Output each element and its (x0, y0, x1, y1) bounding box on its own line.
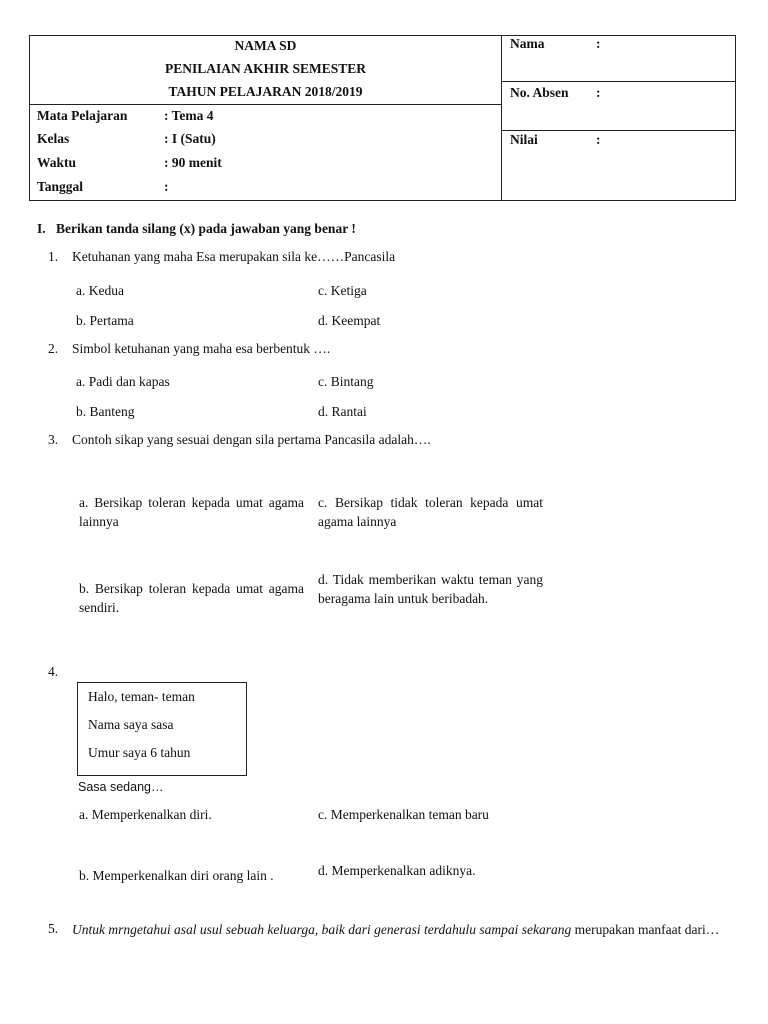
question-text: Ketuhanan yang maha Esa merupakan sila ke……Pancasila (72, 249, 396, 264)
info-label-date: Tanggal (37, 179, 84, 194)
option-b[interactable]: b. Memperkenalkan diri orang lain . (79, 868, 274, 883)
question-text-italic: Untuk mrngetahui asal usul sebuah keluarga, baik dari generasi terdahulu sampai sekarang (72, 922, 572, 937)
option-a[interactable]: a. Padi dan kapas (76, 374, 170, 389)
school-name: NAMA SD (234, 38, 297, 53)
student-label-name: Nama (510, 36, 545, 51)
info-value-class: : I (Satu) (164, 131, 216, 146)
option-d[interactable]: d. Tidak memberikan waktu teman yang beragama lain untuk beribadah. (318, 572, 543, 606)
option-b[interactable]: b. Banteng (76, 404, 135, 419)
section-instruction: Berikan tanda silang (x) pada jawaban yang benar ! (56, 221, 356, 236)
dialog-line: Halo, teman- teman (88, 689, 195, 704)
option-d[interactable]: d. Rantai (318, 404, 367, 419)
divider (501, 130, 735, 131)
dialog-line: Umur saya 6 tahun (88, 745, 191, 760)
header-table (29, 35, 736, 201)
option-a[interactable]: a. Kedua (76, 283, 124, 298)
question-number: 4. (48, 664, 59, 679)
question-number: 2. (48, 341, 59, 356)
divider (30, 104, 501, 105)
divider (501, 81, 735, 82)
option-c[interactable]: c. Ketiga (318, 283, 367, 298)
student-label-absen: No. Absen (510, 85, 569, 100)
option-d[interactable]: d. Memperkenalkan adiknya. (318, 863, 476, 878)
info-value-subject: : Tema 4 (164, 108, 214, 123)
option-d[interactable]: d. Keempat (318, 313, 381, 328)
option-c[interactable]: c. Bintang (318, 374, 374, 389)
exam-title: PENILAIAN AKHIR SEMESTER (164, 61, 367, 76)
question-text (72, 920, 732, 940)
option-a[interactable]: a. Memperkenalkan diri. (79, 807, 212, 822)
question-number: 5. (48, 921, 59, 936)
student-value-score: : (596, 132, 601, 147)
question-text: Contoh sikap yang sesuai dengan sila pertama Pancasila adalah…. (72, 432, 431, 447)
student-value-absen: : (596, 85, 601, 100)
question-text-rest: merupakan manfaat dari… (571, 922, 720, 937)
student-value-name: : (596, 36, 601, 51)
academic-year: TAHUN PELAJARAN 2018/2019 (168, 84, 363, 99)
question-caption: Sasa sedang… (78, 780, 164, 794)
dialog-line: Nama saya sasa (88, 717, 174, 732)
dialog-box (77, 682, 247, 776)
info-label-subject: Mata Pelajaran (37, 108, 128, 123)
divider (501, 36, 502, 200)
option-b[interactable]: b. Bersikap toleran kepada umat agama sendiri. (79, 581, 304, 615)
option-b[interactable]: b. Pertama (76, 313, 134, 328)
info-value-date: : (164, 179, 169, 194)
question-text: Simbol ketuhanan yang maha esa berbentuk …. (72, 341, 331, 356)
info-label-time: Waktu (37, 155, 77, 170)
option-a[interactable]: a. Bersikap toleran kepada umat agama lainnya (79, 495, 304, 529)
info-label-class: Kelas (37, 131, 70, 146)
option-c[interactable]: c. Memperkenalkan teman baru (318, 807, 489, 822)
question-number: 1. (48, 249, 59, 264)
option-c[interactable]: c. Bersikap tidak toleran kepada umat agama lainnya (318, 495, 543, 529)
section-number: I. (37, 221, 46, 236)
question-number: 3. (48, 432, 59, 447)
info-value-time: : 90 menit (164, 155, 222, 170)
student-label-score: Nilai (510, 132, 538, 147)
